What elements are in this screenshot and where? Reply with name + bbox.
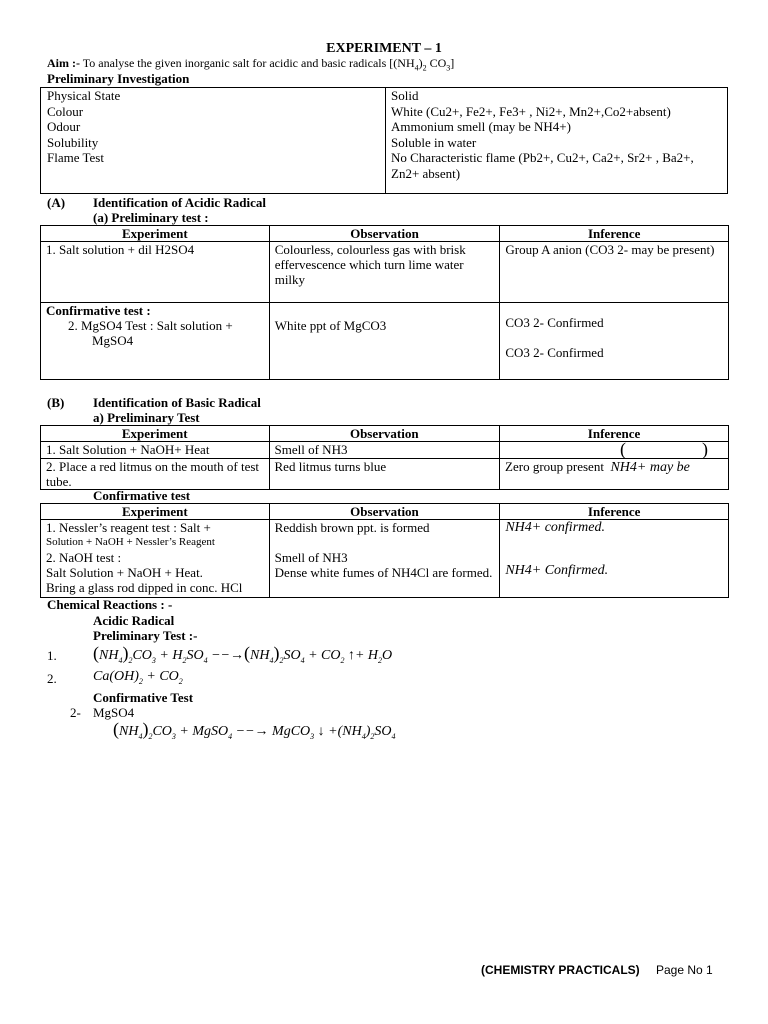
prop-flame-test: Flame Test [47,150,104,165]
reactions-heading: Chemical Reactions : - [47,597,173,612]
footer-subject: (CHEMISTRY PRACTICALS) [481,963,640,977]
col-observation-b: Observation [269,426,500,442]
reactions-prelim: Preliminary Test :- [93,628,198,643]
reaction-3-number: 2- [70,705,81,720]
col-inference-c: Inference [500,504,729,520]
reaction-2-equation: $Ca(OH)_2 + CO_2$ [93,669,183,686]
section-a-label: (A) [47,195,66,210]
prelim-table [40,87,728,194]
confirm-exp [41,520,270,598]
acid-exp-2 [41,303,270,380]
col-inference: Inference [500,226,729,242]
confirm-obs [269,520,500,598]
col-experiment: Experiment [41,226,270,242]
confirm-exp-1a: 1. Nessler’s reagent test : Salt + [46,520,211,535]
confirm-exp-1b: Solution + NaOH + Nessler’s Reagent [46,536,215,548]
acid-exp-2a: 2. MgSO4 Test : Salt solution + [68,318,233,333]
basic-inf-2b: NH4+ may be [610,460,690,475]
confirm-label-b: Confirmative test [93,488,191,503]
col-observation: Observation [269,226,500,242]
prelim-props [47,88,120,166]
confirm-inf [500,520,729,598]
acidic-table [40,225,729,380]
section-a-sub: (a) Preliminary test : [93,210,209,225]
confirm-exp-2a: 2. NaOH test : [46,550,122,565]
col-experiment-c: Experiment [41,504,270,520]
reaction-3-label: MgSO4 [93,705,135,720]
basic-inf-2a: Zero group present [505,459,604,474]
reaction-1-equation: $(NH_4)_2CO_3 + H_2SO_4 --\to(NH_4)_2SO_4 + CO_2$ ↑+ $H_2O$ [93,643,393,665]
section-b-title: Identification of Basic Radical [93,395,261,410]
confirm-exp-2b: Salt Solution + NaOH + Heat. [46,565,203,580]
basic-exp-1: 1. Salt Solution + NaOH+ Heat [41,442,270,459]
reactions-confirm: Confirmative Test [93,690,194,705]
acid-obs-2 [269,303,500,380]
reaction-3-equation: $(NH_4)_2CO_3$ + MgSO$_4$ −−→ MgCO$_3$ ↓ $+(NH_4)_2SO_4$ [113,719,396,741]
val-odour: Ammonium smell (may be NH4+) [391,119,571,134]
basic-inf-1: ( ) [500,442,729,459]
acid-inf-2a: CO3 2- Confirmed [505,315,604,330]
aim-text: To analyse the given inorganic salt for acidic and basic radicals [$(NH_4)_2$ $CO_3$] [82,56,455,73]
confirm-inf-2: NH4+ Confirmed. [505,563,609,578]
col-experiment-b: Experiment [41,426,270,442]
section-b-label: (B) [47,395,65,410]
basic-exp-2: 2. Place a red litmus on the mouth of test tube. [41,459,270,490]
acid-obs-2-text: White ppt of MgCO3 [274,318,387,333]
acid-inf-1: Group A anion (CO3 2- may be present) [500,242,729,303]
aim-label: Aim :- [47,56,80,70]
acid-exp-2b: MgSO4 [92,333,134,348]
confirm-obs-2a: Smell of NH3 [274,550,348,565]
acid-inf-2b: CO3 2- Confirmed [505,345,604,360]
prop-physical-state: Physical State [47,88,121,103]
val-physical-state: Solid [391,88,419,103]
prelim-heading: Preliminary Investigation [47,71,190,86]
aim-line [47,56,454,72]
val-flame-test: No Characteristic flame (Pb2+, Cu2+, Ca2+, Sr2+ , Ba2+, Zn2+ absent) [391,150,694,181]
prelim-values [391,88,721,181]
val-solubility: Soluble in water [391,134,477,150]
col-observation-c: Observation [269,504,500,520]
reaction-2-number: 2. [47,671,57,686]
prop-solubility: Solubility [47,134,99,150]
confirm-obs-1: Reddish brown ppt. is formed [274,520,430,535]
confirm-obs-2b: Dense white fumes of NH4Cl are formed. [274,565,493,580]
acid-obs-1: Colourless, colourless gas with brisk effervescence which turn lime water milky [269,242,500,303]
prelim-divider [385,88,386,193]
reactions-acidic: Acidic Radical [93,613,175,628]
reaction-1-number: 1. [47,648,57,663]
prop-odour: Odour [47,119,81,134]
confirm-exp-2c: Bring a glass rod dipped in conc. HCl [46,580,243,595]
basic-prelim-table [40,425,729,490]
val-colour: White (Cu2+, Fe2+, Fe3+ , Ni2+, Mn2+,Co2+absent) [391,103,671,119]
prop-colour: Colour [47,103,84,119]
col-inference-b: Inference [500,426,729,442]
section-a-title: Identification of Acidic Radical [93,195,266,210]
acid-exp-1: 1. Salt solution + dil H2SO4 [41,242,270,303]
basic-confirm-table [40,503,729,598]
footer-page-number: Page No 1 [656,963,713,977]
acid-inf-2 [500,303,729,380]
basic-inf-2 [500,459,729,490]
basic-obs-2: Red litmus turns blue [269,459,500,490]
confirm-inf-1: NH4+ confirmed. [505,520,605,535]
page-title: EXPERIMENT – 1 [326,41,442,56]
section-b-sub: a) Preliminary Test [93,410,200,425]
basic-obs-1: Smell of NH3 [269,442,500,459]
confirm-label-a: Confirmative test : [46,303,151,318]
